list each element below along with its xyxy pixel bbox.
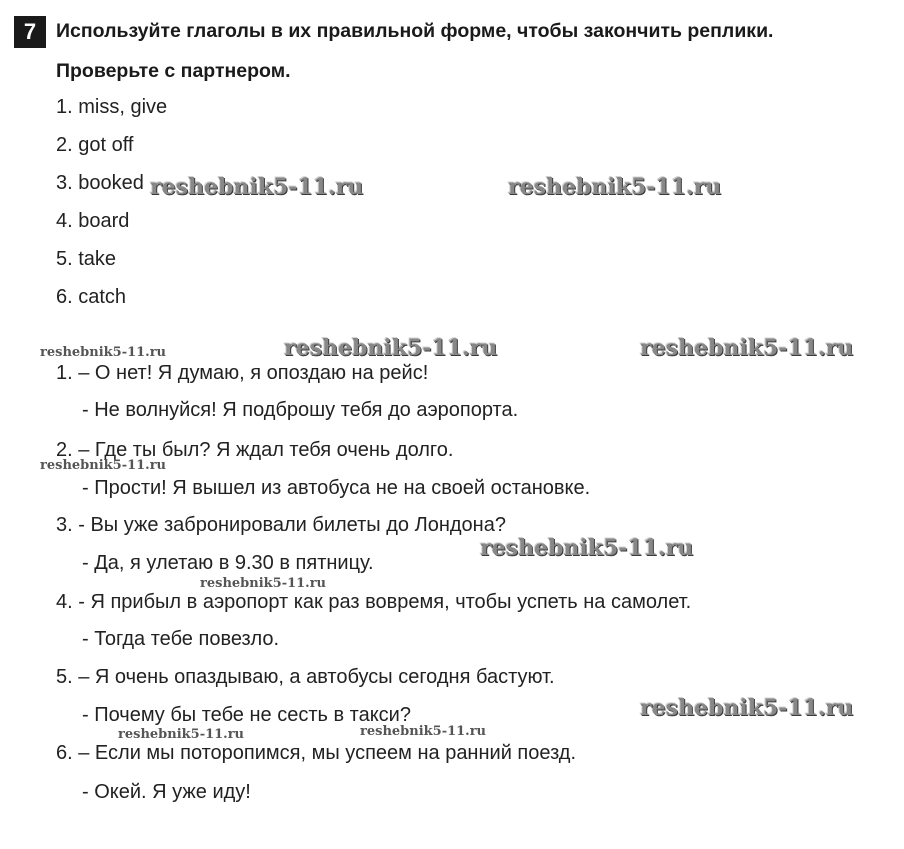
translation-line-6: - Да, я улетаю в 9.30 в пятницу. xyxy=(82,552,374,574)
translation-line-9: 5. – Я очень опаздываю, а автобусы сегодня бастуют. xyxy=(56,666,555,688)
translation-line-10: - Почему бы тебе не сесть в такси? xyxy=(82,704,411,726)
answer-item-6: 6. catch xyxy=(56,286,127,308)
watermark: reshebnik5-11.ru xyxy=(284,335,498,361)
watermark: reshebnik5-11.ru xyxy=(508,174,722,200)
answer-item-3: 3. booked xyxy=(56,172,144,194)
watermark: reshebnik5-11.ru xyxy=(118,727,245,742)
watermark: reshebnik5-11.ru xyxy=(360,724,487,739)
watermark: reshebnik5-11.ru xyxy=(40,458,167,473)
translation-line-3: 2. – Где ты был? Я ждал тебя очень долго. xyxy=(56,439,454,461)
task-heading-line-2: Проверьте с партнером. xyxy=(56,60,291,82)
translation-line-1: 1. – О нет! Я думаю, я опоздаю на рейс! xyxy=(56,362,429,384)
translation-line-2: - Не волнуйся! Я подброшу тебя до аэропорта. xyxy=(82,399,519,421)
answer-item-5: 5. take xyxy=(56,248,117,270)
task-heading-line-1: Используйте глаголы в их правильной форме, чтобы закончить реплики. xyxy=(56,20,774,42)
watermark: reshebnik5-11.ru xyxy=(40,345,167,360)
translation-line-8: - Тогда тебе повезло. xyxy=(82,628,280,650)
watermark: reshebnik5-11.ru xyxy=(640,695,854,721)
translation-line-4: - Прости! Я вышел из автобуса не на своей остановке. xyxy=(82,477,591,499)
watermark: reshebnik5-11.ru xyxy=(480,535,694,561)
answer-item-1: 1. miss, give xyxy=(56,96,168,118)
answer-item-4: 4. board xyxy=(56,210,130,232)
watermark: reshebnik5-11.ru xyxy=(150,174,364,200)
answer-item-2: 2. got off xyxy=(56,134,134,156)
task-number-badge: 7 xyxy=(14,16,46,48)
watermark: reshebnik5-11.ru xyxy=(200,576,327,591)
translation-line-5: 3. - Вы уже забронировали билеты до Лондона? xyxy=(56,514,506,536)
translation-line-12: - Окей. Я уже иду! xyxy=(82,781,251,803)
watermark: reshebnik5-11.ru xyxy=(640,335,854,361)
translation-line-7: 4. - Я прибыл в аэропорт как раз вовремя, чтобы успеть на самолет. xyxy=(56,591,692,613)
translation-line-11: 6. – Если мы поторопимся, мы успеем на ранний поезд. xyxy=(56,742,577,764)
